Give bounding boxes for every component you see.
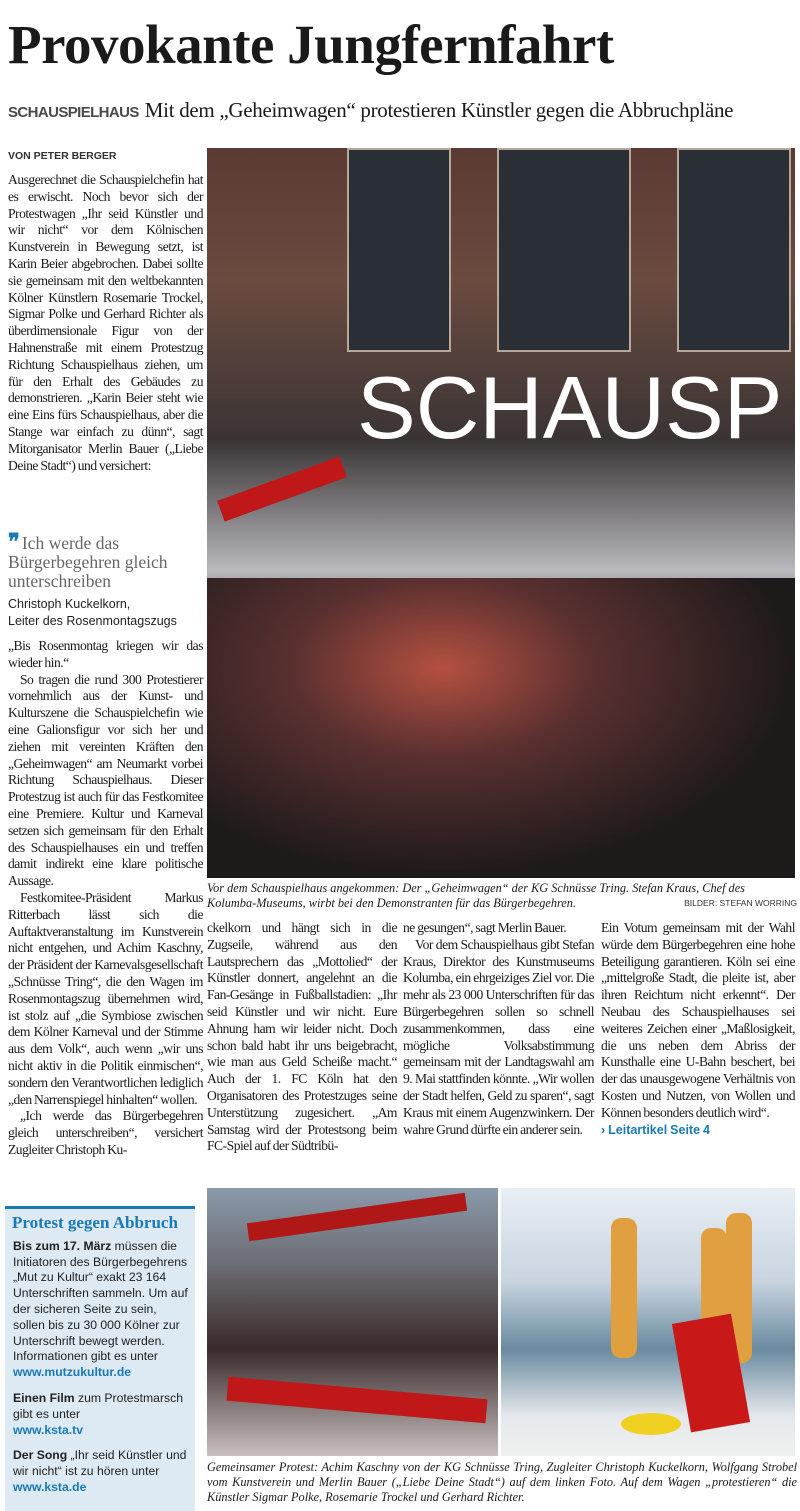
bottom-right-photo xyxy=(501,1188,795,1456)
caption-text: Vor dem Schauspielhaus angekommen: Der „Geheimwagen“ der KG Schnüsse Tring. Stefan Kraus, Chef des Kolumba-Museums, wirbt bei den Demonstranten für das Bürgerbegehren. xyxy=(207,881,745,910)
column-3 xyxy=(403,920,594,1138)
paragraph: Ein Votum gemeinsam mit der Wahl würde dem Bürgerbegehren eine hohe Beteiligung garantieren. Köln sei eine „mittelgroße Stadt, die pleite ist, aber ihren Reichtum nicht erkennt“. Der Neubau des Schauspielhauses sei weiteres Zeichen einer „Maßlosigkeit, die uns neben dem Abriss der Kunsthalle eine U-Bahn beschert, bei der das unausgewogene Verhältnis von Kosten und Nutzen, von Wollen und Können besonders deutlich wird“. xyxy=(601,920,795,1120)
pull-quote-attribution xyxy=(8,596,203,630)
link-mutzukultur[interactable]: www.mutzukultur.de xyxy=(13,1365,132,1380)
column-4 xyxy=(601,920,795,1138)
paragraph: ckelkorn und hängt sich in die Zugseile, während aus den Lautsprechern das „Mottolied“ der Künstler donnert, angelehnt an die Fan-Gesänge in Fußballstadien: „Ihr seid Künstler und wir nicht. Eure Ahnung ham wir leider nicht. Doch schon bald habt ihr uns beigebracht, wie man aus Geld Scheiße macht.“ Auch der 1. FC Köln hat den Organisatoren des Protestzuges seine Unterstützung zugesichert. „Am Samstag wird der Protestsong beim FC-Spiel auf der Südtribü- xyxy=(207,920,397,1154)
paragraph: Vor dem Schauspielhaus gibt Stefan Kraus, Direktor des Kunstmuseums Kolumba, ein ehrgeiziges Ziel vor. Die mehr als 23 000 Unterschriften für das Bürgerbegehren sollen so schnell zusammenkommen, dass eine mögliche Volksabstimmung gemeinsam mit der Landtagswahl am 9. Mai stattfinden könnte. „Wir wollen der Stadt helfen, Geld zu sparen“, sagt Kraus mit einem Augenzwinkern. Der wahre Grund dürfte ein anderer sein. xyxy=(403,936,594,1137)
info-item-lead: Der Song xyxy=(13,1448,68,1463)
column-1-top xyxy=(8,172,203,474)
quote-mark-icon: ❞ xyxy=(8,529,20,554)
paragraph: Ausgerechnet die Schauspielchefin hat es erwischt. Noch bevor sich der Protestwagen „Ihr seid Künstler und wir nicht“ vor dem Kölnischen Kunstverein in Bewegung setzt, ist Karin Beier abgebrochen. Dabei sollte sie gemeinsam mit den weltbekannten Kölner Künstlern Rosemarie Trockel, Sigmar Polke und Gerhard Richter als überdimensionale Figur von der Hahnenstraße mit einem Protestzug Richtung Schauspielhaus ziehen, um für den Erhalt des Gebäudes zu demonstrieren. „Karin Beier steht wie eine Eins fürs Schauspielhaus, aber die Stange war einfach zu dünn“, sagt Mitorganisator Merlin Bauer („Liebe Deine Stadt“) und versichert: xyxy=(8,172,203,473)
info-item-text: zum Protestmarsch gibt es unter xyxy=(13,1390,183,1421)
pull-quote xyxy=(8,529,203,591)
column-1-bottom xyxy=(8,638,203,1159)
link-ksta-de[interactable]: www.ksta.de xyxy=(13,1479,87,1494)
deck: Mit dem „Geheimwagen“ protestieren Künstler gegen die Abbruchpläne xyxy=(144,98,734,122)
bottom-photos-caption: Gemeinsamer Protest: Achim Kaschny von der KG Schnüsse Tring, Zugleiter Christoph Kuckelkorn, Wolfgang Strobel vom Kunstverein und Merlin Bauer („Liebe Deine Stadt“) auf dem linken Foto. Auf dem Wagen „protestieren“ die Künstler Sigmar Polke, Rosemarie Trockel und Gerhard Richter. xyxy=(207,1460,797,1504)
paragraph: ne gesungen“, sagt Merlin Bauer. xyxy=(403,920,567,935)
link-ksta-tv[interactable]: www.ksta.tv xyxy=(13,1422,83,1437)
paragraph: „Ich werde das Bürgerbegehren gleich unterschreiben“, versichert Zugleiter Christoph Ku- xyxy=(8,1108,203,1157)
photo-credit: BILDER: STEFAN WORRING xyxy=(684,898,797,908)
info-item-text: müssen die Initiatoren des Bürgerbegehrens „Mut zu Kultur“ exakt 23 164 Unterschriften sammeln. Um auf der sicheren Seite zu sein, sollen bis zu 30 000 Kölner zur Unterschrift bewegt werden. Informationen gibt es unter xyxy=(13,1238,188,1364)
info-item xyxy=(13,1239,189,1381)
bottom-left-photo xyxy=(207,1188,498,1456)
quote-author-role: Leiter des Rosenmontagszugs xyxy=(8,614,177,628)
paragraph: Festkomitee-Präsident Markus Ritterbach lässt sich die Auftaktveranstaltung im Kunstverein nicht entgehen, und Achim Kaschny, der Präsident der Karnevalsgesellschaft „Schnüsse Tring“, die den Wagen im Rosenmontagszug übernehmen wird, ist stolz auf „die Symbiose zwischen dem Kölner Karneval und der Stimme aus dem Volk“, auch wenn „wir uns nicht aktiv in die Politik einmischen“, sondern den Verantwortlichen lediglich „den Narrenspiegel hinhalten“ wollen. xyxy=(8,889,203,1107)
info-item-text: „Ihr seid Künstler und wir nicht“ ist zu hören unter xyxy=(13,1448,187,1479)
column-2 xyxy=(207,920,397,1155)
main-photo-caption xyxy=(207,881,797,911)
kicker: SCHAUSPIELHAUS xyxy=(8,104,139,121)
pull-quote-text: Ich werde das Bürgerbegehren gleich unterschreiben xyxy=(8,533,168,591)
leitartikel-link[interactable]: › Leitartikel Seite 4 xyxy=(601,1122,710,1137)
headline: Provokante Jungfernfahrt xyxy=(8,14,614,75)
subheadline xyxy=(8,98,733,123)
info-item-lead: Einen Film xyxy=(13,1390,75,1405)
info-box-title: Protest gegen Abbruch xyxy=(12,1213,178,1232)
info-item xyxy=(13,1448,189,1495)
byline: VON PETER BERGER xyxy=(8,150,117,162)
paragraph: „Bis Rosenmontag kriegen wir das wieder hin.“ xyxy=(8,638,203,670)
info-item-lead: Bis zum 17. März xyxy=(13,1238,112,1253)
photo-sign-text: SCHAUSP xyxy=(357,358,783,457)
quote-author: Christoph Kuckelkorn, xyxy=(8,597,131,611)
info-box xyxy=(5,1206,195,1511)
main-photo xyxy=(207,148,795,878)
info-item xyxy=(13,1391,189,1438)
paragraph: So tragen die rund 300 Protestierer vornehmlich aus der Kunst- und Kulturszene die Schauspielchefin wie eine Galionsfigur vor sich her und ziehen mit vereinten Kräften den „Geheimwagen“ am Neumarkt vorbei Richtung Schauspielhaus. Dieser Protestzug ist auch für das Festkomitee eine Premiere. Kultur und Karneval setzen sich gemeinsam für den Erhalt des Schauspielhauses ein und treffen damit indirekt eine klare politische Aussage. xyxy=(8,671,203,889)
